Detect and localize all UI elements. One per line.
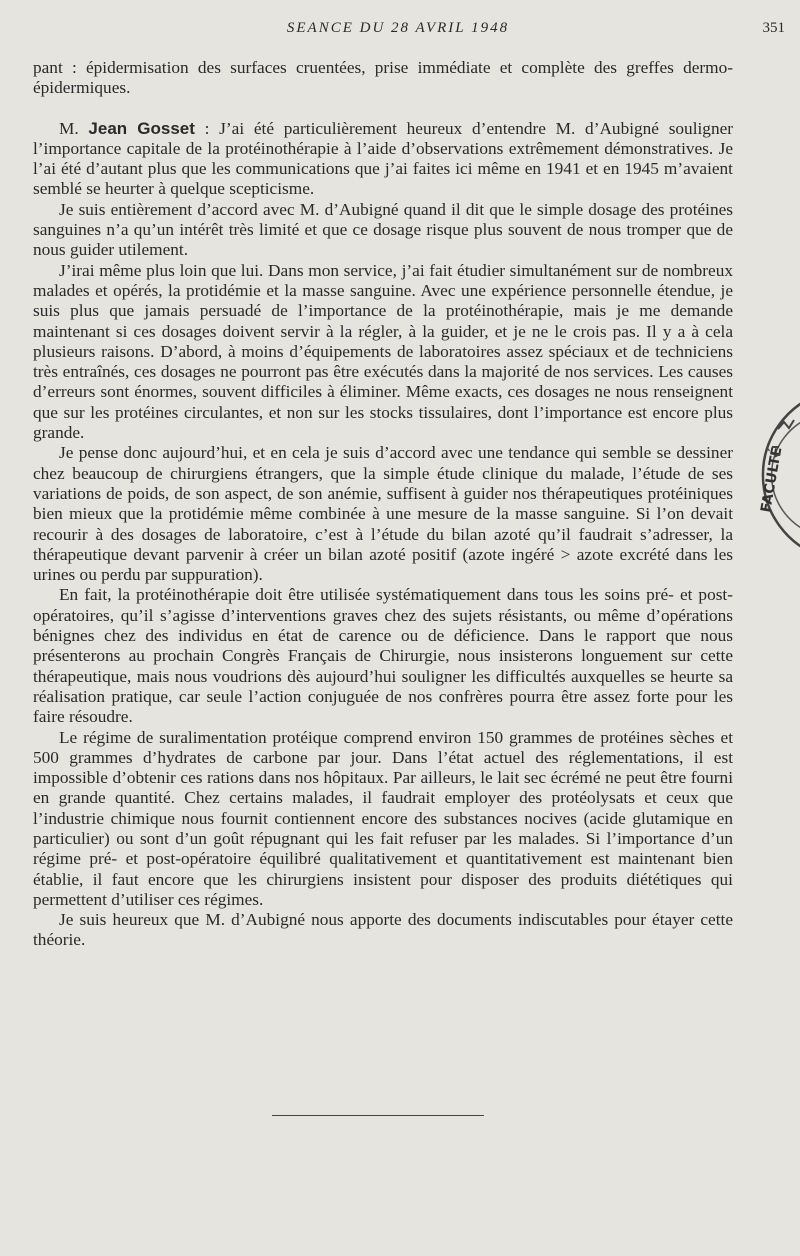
- library-stamp: [748, 385, 800, 565]
- paragraph-continuation: pant : épidermisation des surfaces cruentées, prise immédiate et complète des greffes dermo-épidermiques.: [33, 58, 733, 98]
- stamp-text: FACULTÉ: [758, 445, 786, 514]
- running-header: [33, 20, 793, 42]
- paragraph-diet-regime: Le régime de suralimentation protéique comprend environ 150 grammes de protéines sèches et 500 grammes d’hydrates de carbone par jour. Dans l’état actuel des réglementations, il est impossible d’obtenir ces rations dans nos hôpitaux. Par ailleurs, le lait sec écrémé ne peut être fourni en grande quantité. Chez certains malades, il faudrait employer des protéolysats et ceux que l’industrie chimique nous fournit contiennent encore des substances nocives (acide glutamique en particulier) ou sont d’un goût répugnant qui les fait refuser par les malades. Si l’importance d’un régime pré- et post-opératoire équilibré qualitativement et quantitativement est maintenant bien établie, il faut encore que les chirurgiens insistent pour disposer des produits diététiques qui permettent d’utiliser ces régimes.: [33, 727, 733, 909]
- paragraph-dosage: Je suis entièrement d’accord avec M. d’Aubigné quand il dit que le simple dosage des protéines sanguines n’a qu’un intérêt très limité et que ce dosage risque plus souvent de nous tromper que de nous guider utilement.: [33, 199, 733, 260]
- speaker-name: Jean Gosset: [88, 118, 195, 138]
- speaker-prefix: M.: [59, 118, 89, 138]
- running-title: SEANCE DU 28 AVRIL 1948: [286, 20, 510, 36]
- body-text: [33, 58, 733, 951]
- paragraph-conclusion: Je suis heureux que M. d’Aubigné nous apporte des documents indiscutables pour étayer cette théorie.: [33, 910, 733, 950]
- end-rule: [272, 1115, 484, 1116]
- paragraph-gosset-intro: [33, 119, 733, 200]
- paragraph-clinical-study: Je pense donc aujourd’hui, et en cela je suis d’accord avec une tendance qui semble se dessiner chez beaucoup de chirurgiens étrangers, que la simple étude clinique du malade, l’étude de ses variations de poids, de son aspect, de son anémie, suffisent à guider nos thérapeutiques protéiniques bien mieux que la protidémie même combinée à une mesure de la masse sanguine. Si l’on devait recourir à des dosages de laboratoire, c’est à l’étude du bilan azoté qu’il faudrait s’adresser, la thérapeutique devant parvenir à créer un bilan azoté positif (azote ingéré > azote excrété dans les urines ou perdu par suppuration).: [33, 443, 733, 585]
- paragraph-service: J’irai même plus loin que lui. Dans mon service, j’ai fait étudier simultanément sur de nombreux malades et opérés, la protidémie et la masse sanguine. Avec une expérience personnelle étendue, je suis plus que jamais persuadé de l’importance de la protéinothérapie, mais je me demande maintenant si ces dosages doivent servir à la régler, à la guider, et je ne le crois pas. Il y a à cela plusieurs raisons. D’abord, à moins d’équipements de laboratoires assez spéciaux et de techniciens très entraînés, ces dosages ne pourront pas être exécutés dans la majorité de nos services. Les causes d’erreurs sont énormes, souvent difficiles à éliminer. Même exacts, ces dosages ne nous renseignent que sur les protéines circulantes, et non sur les stocks tissulaires, dont l’importance est encore plus grande.: [33, 260, 733, 443]
- page-number: 351: [762, 20, 785, 36]
- paragraph-protein-therapy: En fait, la protéinothérapie doit être utilisée systématiquement dans tous les soins pré- et post-opératoires, qu’il s’agisse d’interventions graves chez des sujets résistants, ou même d’opérations bénignes chez des individus en état de carence ou de déficience. Dans le rapport que nous présenterons au prochain Congrès Français de Chirurgie, nous insisterons longuement sur cette thérapeutique, mais nous voudrions dès aujourd’hui souligner les difficultés auxquelles se heurte sa réalisation pratique, car seule l’action conjuguée de nos confrères pourra être assez forte pour les faire résoudre.: [33, 585, 733, 727]
- paragraph-gosset-intro-text: : J’ai été particulièrement heureux d’entendre M. d’Aubigné souligner l’importance capitale de la protéinothérapie à l’aide d’observations extrêmement démonstratives. Je l’ai été d’autant plus que les communications que j’ai faites ici même en 1941 et en 1945 m’avaient semblé se heurter à quelque scepticisme.: [33, 118, 734, 199]
